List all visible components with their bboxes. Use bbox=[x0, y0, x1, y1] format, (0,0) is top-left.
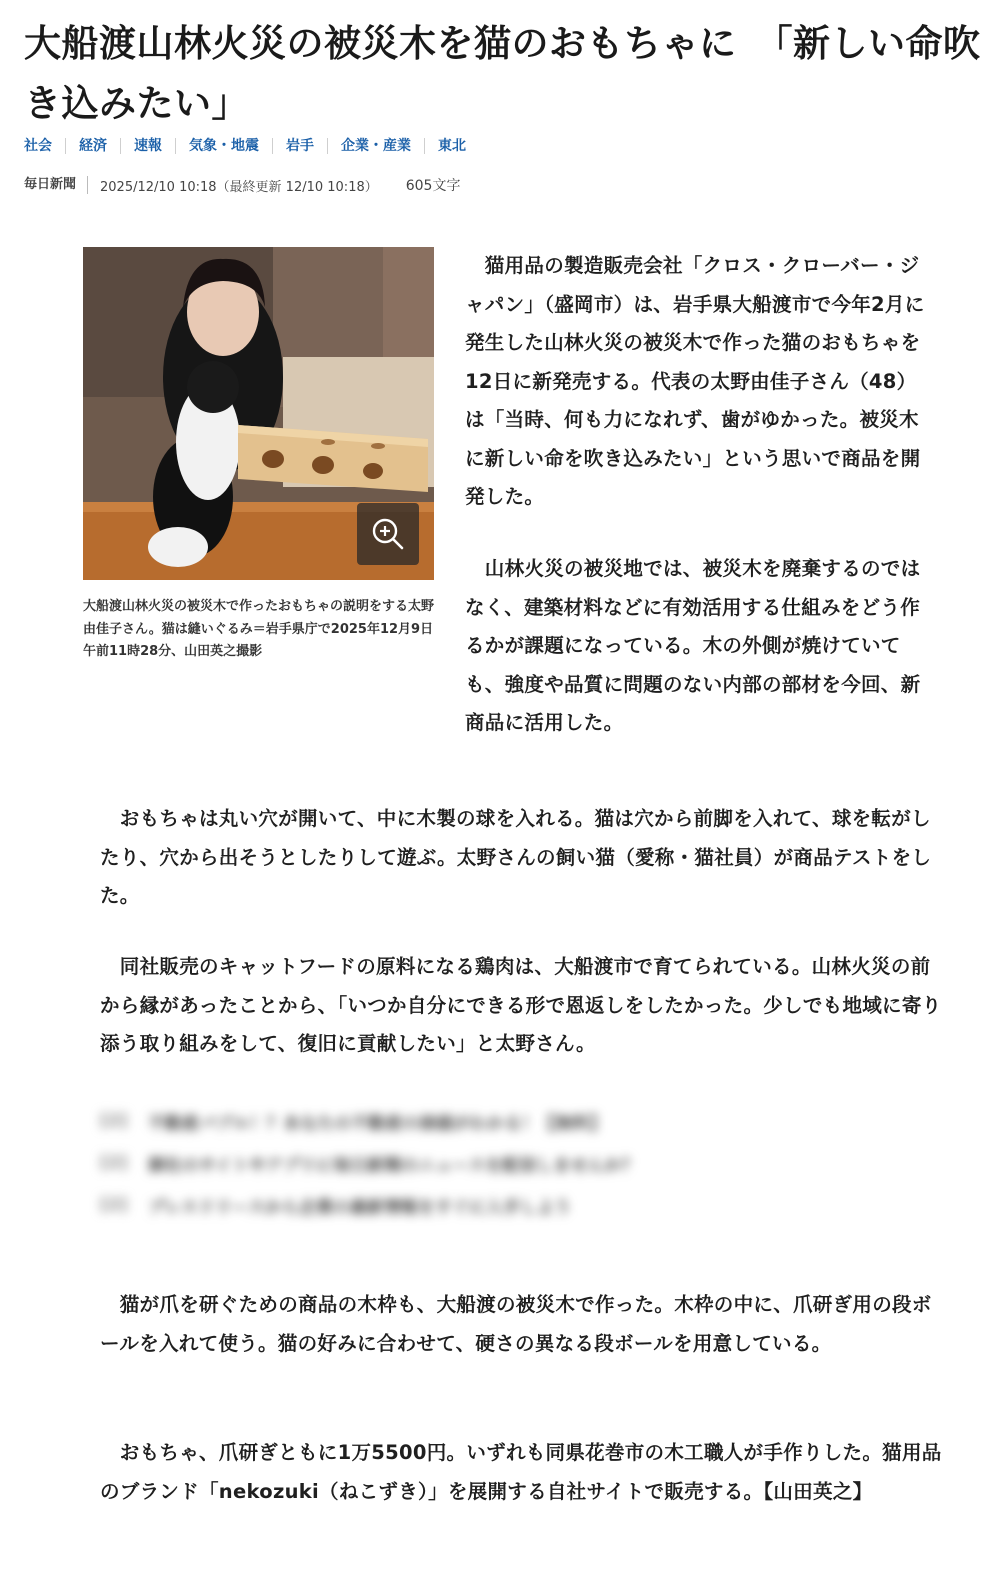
paragraph-1: 猫用品の製造販売会社「クロス・クローバー・ジャパン」（盛岡市）は、岩手県大船渡市で今年2月に発生した山林火災の被災木で作った猫のおもちゃを12日に新発売する。代表の太野由佳子さん（48）は「当時、何も力になれず、歯がゆかった。被災木に新しい命を吹き込みたい」という思いで商品を開発した。 bbox=[465, 254, 925, 508]
char-count: 605文字 bbox=[405, 178, 461, 194]
category-list bbox=[24, 138, 479, 154]
category-link-breaking[interactable]: 速報 bbox=[120, 138, 175, 154]
category-link-weather[interactable]: 気象・地震 bbox=[175, 138, 272, 154]
related-link[interactable]: [2] 御社のサイトやアプリに毎日新聞のニュースを配信しませんか？ bbox=[100, 1153, 639, 1176]
category-link-iwate[interactable]: 岩手 bbox=[272, 138, 327, 154]
related-link[interactable]: [2] プレスリリースから企業の最新情報をすぐに入手しよう bbox=[100, 1195, 571, 1218]
paragraph-3: おもちゃは丸い穴が開いて、中に木製の球を入れる。猫は穴から前脚を入れて、球を転がしたり、穴から出そうとしたりして遊ぶ。太野さんの飼い猫（愛称・猫社員）が商品テストをした。 bbox=[100, 807, 932, 907]
zoom-button[interactable] bbox=[357, 503, 419, 565]
related-links-blurred bbox=[100, 1100, 860, 1226]
article-photo[interactable] bbox=[83, 247, 434, 580]
category-link-society[interactable]: 社会 bbox=[24, 138, 52, 154]
category-link-tohoku[interactable]: 東北 bbox=[424, 138, 479, 154]
related-link[interactable]: [2] 不動産バブル！？あなたの不動産の価値がわかる！【無料】 bbox=[100, 1111, 607, 1134]
category-link-business[interactable]: 企業・産業 bbox=[327, 138, 424, 154]
publish-datetime: 2025/12/10 10:18（最終更新 12/10 10:18） bbox=[100, 179, 378, 195]
paragraph-5: 猫が爪を研ぐための商品の木枠も、大船渡の被災木で作った。木枠の中に、爪研ぎ用の段ボールを入れて使う。猫の好みに合わせて、硬さの異なる段ボールを用意している。 bbox=[100, 1293, 932, 1355]
source-name: 毎日新聞 bbox=[24, 176, 88, 194]
article-title: 大船渡山林火災の被災木を猫のおもちゃに 「新しい命吹き込みたい」 bbox=[24, 22, 981, 125]
article-meta bbox=[24, 175, 460, 195]
paragraph-2: 山林火災の被災地では、被災木を廃棄するのではなく、建築材料などに有効活用する仕組みをどう作るかが課題になっている。木の外側が焼けていても、強度や品質に問題のない内部の部材を今回、新商品に活用した。 bbox=[465, 557, 921, 734]
paragraph-6: おもちゃ、爪研ぎともに1万5500円。いずれも同県花巻市の木工職人が手作りした。猫用品のブランド「nekozuki（ねこずき）」を展開する自社サイトで販売する。【山田英之】 bbox=[100, 1441, 942, 1503]
photo-caption: 大船渡山林火災の被災木で作ったおもちゃの説明をする太野由佳子さん。猫は縫いぐるみ＝岩手県庁で2025年12月9日午前11時28分、山田英之撮影 bbox=[83, 599, 435, 659]
category-link-economy[interactable]: 経済 bbox=[65, 138, 120, 154]
paragraph-4: 同社販売のキャットフードの原料になる鶏肉は、大船渡市で育てられている。山林火災の前から縁があったことから、「いつか自分にできる形で恩返しをしたかった。少しでも地域に寄り添う取り組みをして、復旧に貢献したい」と太野さん。 bbox=[100, 955, 942, 1055]
zoom-in-icon bbox=[369, 515, 407, 553]
